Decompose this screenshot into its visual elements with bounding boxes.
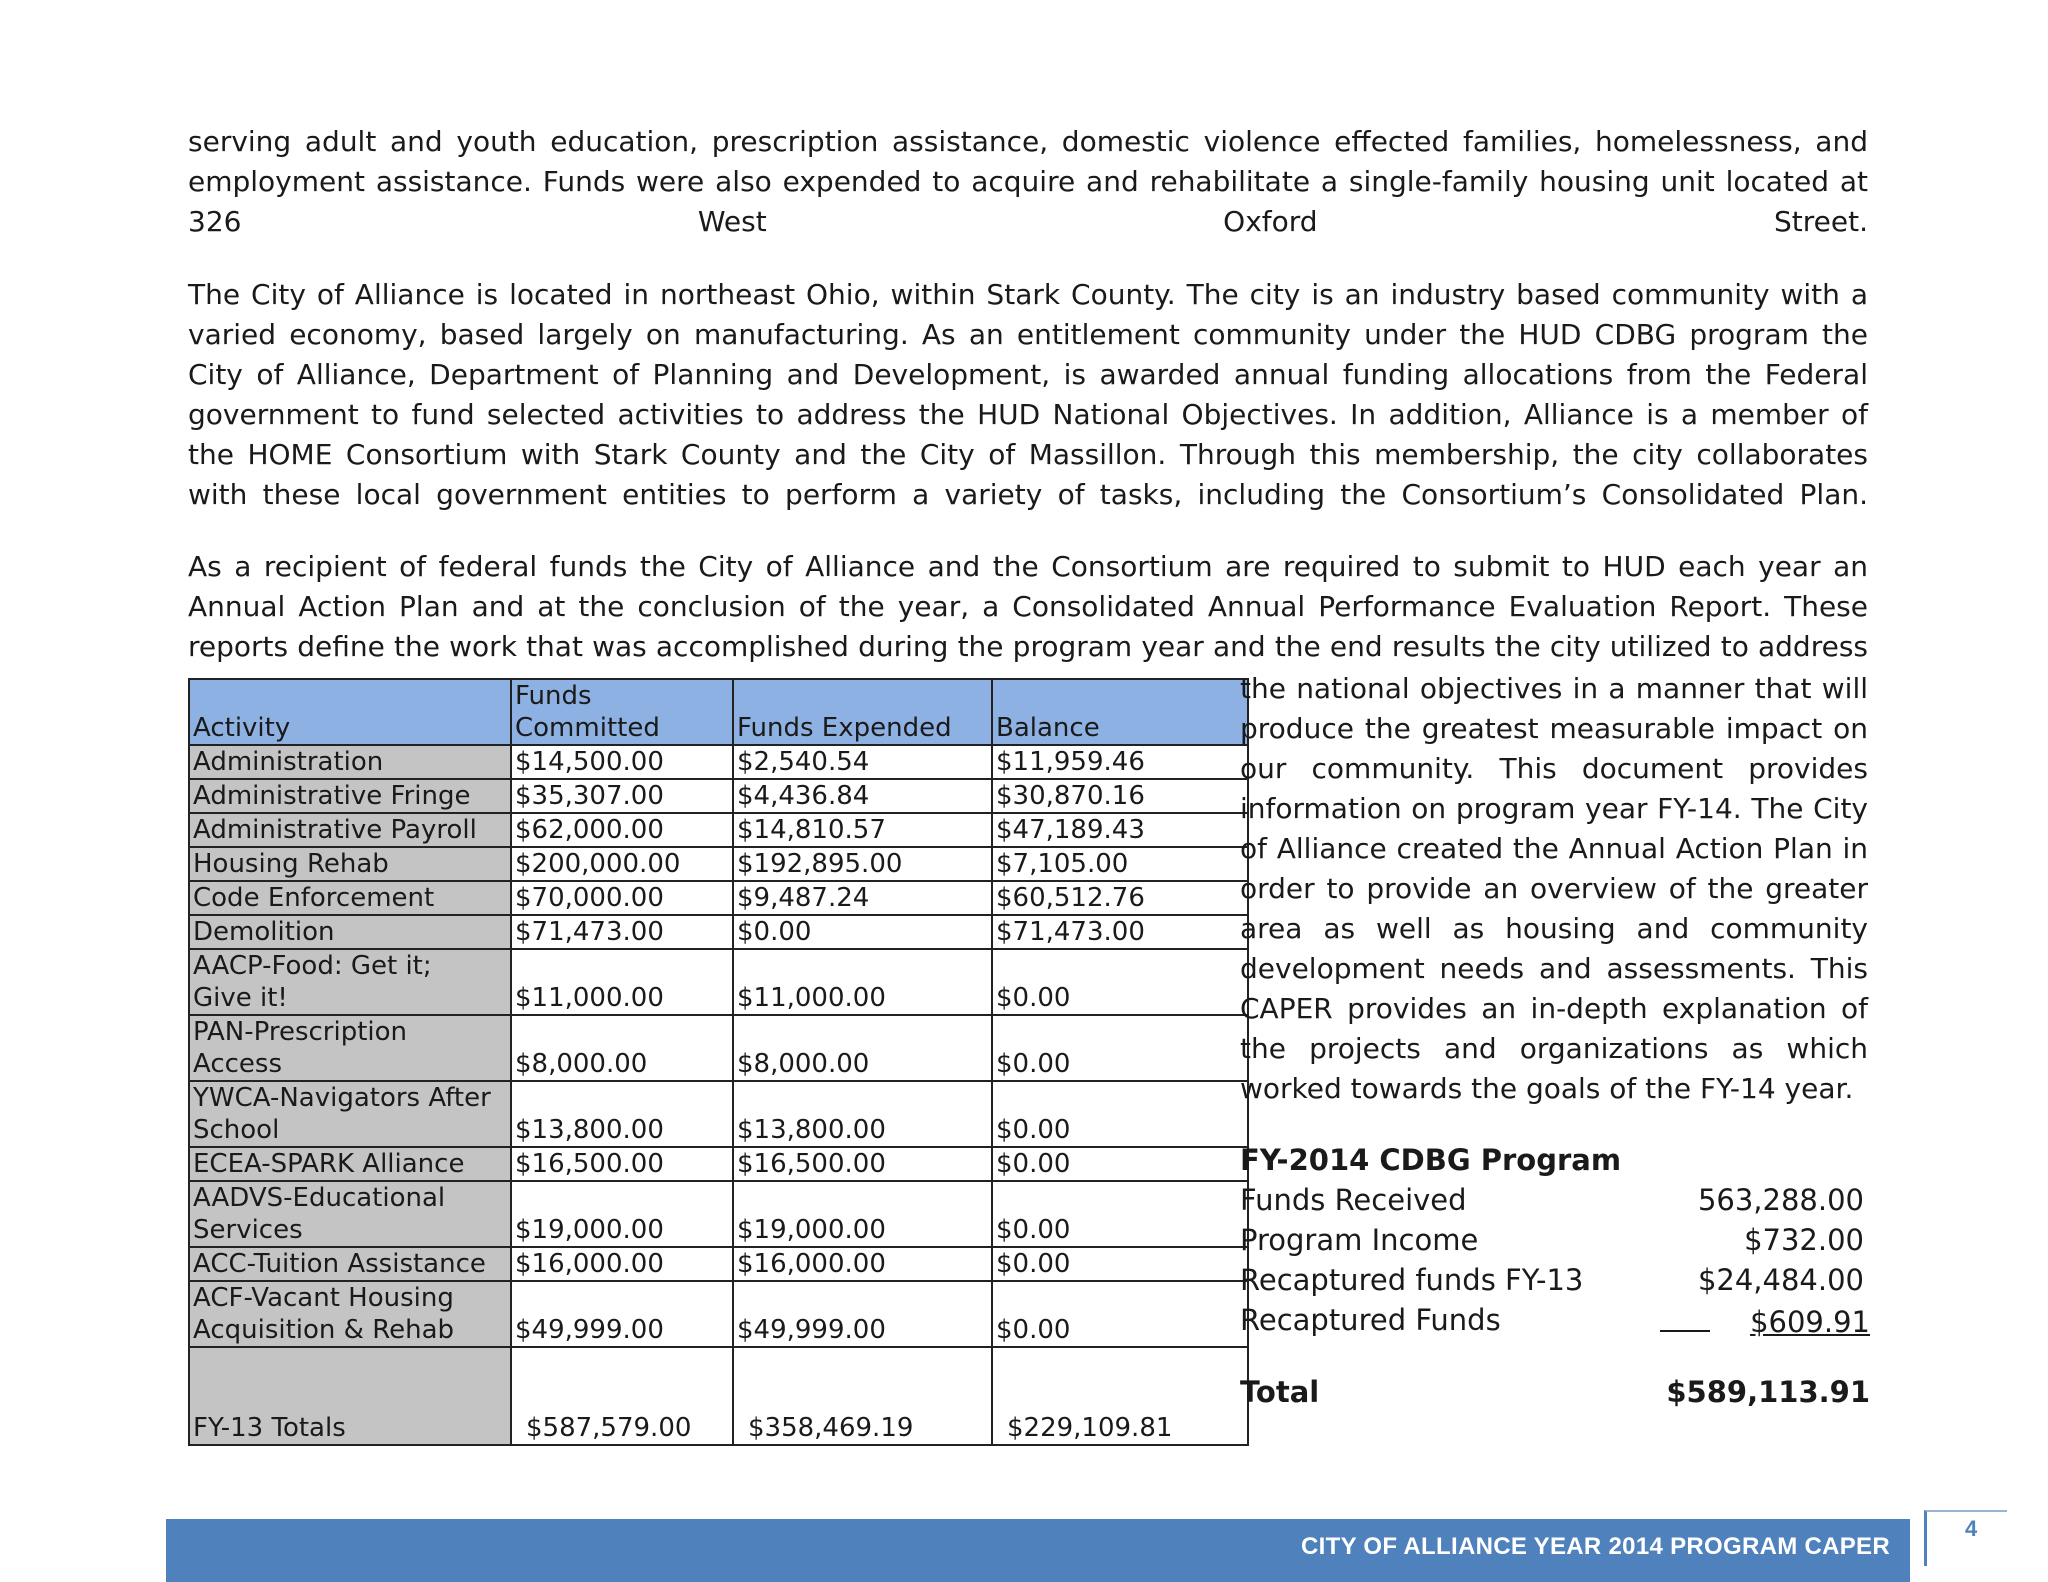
activity-cell [189,915,511,949]
activity-line: ECEA-SPARK Alliance [193,1149,465,1179]
activity-line: Access [193,1049,283,1079]
table-row [189,1147,1248,1181]
text-line: with these local government entities to perform a variety of tasks, including the Consortium’s Consolidated Plan. [188,478,1868,511]
summary-amount: $732.00 [1744,1223,1864,1257]
expended-cell: $8,000.00 [733,1015,992,1081]
text-line: The City of Alliance is located in northeast Ohio, within Stark County. The city is an industry based community with a [188,278,1868,311]
header-line: Balance [996,713,1100,743]
activity-cell [189,1015,511,1081]
activity-line: Code Enforcement [193,883,435,913]
header-line: Funds Expended [737,713,952,743]
summary-row [1240,1300,1880,1340]
text-line: government to fund selected activities to address the HUD National Objectives. In addition, Alliance is a member of [188,398,1868,431]
summary-label: Funds Received [1240,1183,1467,1217]
summary-total-amount: $589,113.91 [1666,1375,1870,1409]
table-header-row [189,679,1248,745]
committed-cell: $13,800.00 [511,1081,733,1147]
expended-cell: $16,500.00 [733,1147,992,1181]
paragraph-1 [188,122,1868,242]
column-header-balance [992,679,1248,745]
text-line: area as well as housing and community [1240,912,1868,945]
text-line: order to provide an overview of the greater [1240,872,1868,905]
committed-cell: $49,999.00 [511,1281,733,1347]
column-header-activity [189,679,511,745]
committed-cell: $35,307.00 [511,779,733,813]
balance-cell: $7,105.00 [992,847,1248,881]
program-summary [1240,1140,1880,1412]
totals-label-cell: FY-13 Totals [189,1347,511,1445]
activity-cell [189,1247,511,1281]
expended-cell: $4,436.84 [733,779,992,813]
summary-label: Recaptured funds FY-13 [1240,1263,1584,1297]
text-line: serving adult and youth education, prescription assistance, domestic violence effected families, homelessness, and [188,125,1868,158]
summary-row [1240,1220,1880,1260]
balance-cell: $71,473.00 [992,915,1248,949]
totals-expended-cell: $358,469.19 [733,1347,992,1445]
expended-cell: $2,540.54 [733,745,992,779]
header-line: Funds [515,681,592,711]
activity-line: ACC-Tuition Assistance [193,1249,486,1279]
summary-total-label: Total [1240,1375,1320,1409]
activity-line: Administrative Fringe [193,781,471,811]
activity-cell [189,949,511,1015]
committed-cell: $71,473.00 [511,915,733,949]
committed-cell: $16,500.00 [511,1147,733,1181]
table-row [189,847,1248,881]
activity-line: School [193,1115,280,1145]
table-row [189,881,1248,915]
table-row [189,1181,1248,1247]
activity-cell [189,847,511,881]
committed-cell: $14,500.00 [511,745,733,779]
committed-cell: $8,000.00 [511,1015,733,1081]
activity-cell [189,813,511,847]
summary-row [1240,1180,1880,1220]
totals-row [189,1347,1248,1445]
activity-line: YWCA-Navigators After [193,1083,491,1113]
text-line: reports define the work that was accomplished during the program year and the end results the city utilized to address [188,630,1868,663]
expended-cell: $11,000.00 [733,949,992,1015]
committed-cell: $70,000.00 [511,881,733,915]
committed-cell: $11,000.00 [511,949,733,1015]
table-row [189,813,1248,847]
text-line: City of Alliance, Department of Planning and Development, is awarded annual funding allocations from the Federal [188,358,1868,391]
activity-line: Give it! [193,983,288,1013]
activity-line: Demolition [193,917,335,947]
text-line: development needs and assessments. This [1240,952,1868,985]
table-body [189,745,1248,1445]
expended-cell: $19,000.00 [733,1181,992,1247]
activity-line: ACF-Vacant Housing [193,1283,454,1313]
balance-cell: $30,870.16 [992,779,1248,813]
expended-cell: $14,810.57 [733,813,992,847]
activity-line: Administration [193,747,384,777]
table-row [189,779,1248,813]
totals-balance-cell: $229,109.81 [992,1347,1248,1445]
text-line: varied economy, based largely on manufacturing. As an entitlement community under the HUD CDBG program the [188,318,1868,351]
text-line: Annual Action Plan and at the conclusion of the year, a Consolidated Annual Performance Evaluation Report. These [188,590,1868,623]
budget-table [188,678,1249,1446]
balance-cell: $0.00 [992,1247,1248,1281]
header-line [193,680,507,712]
expended-cell: $0.00 [733,915,992,949]
balance-cell: $11,959.46 [992,745,1248,779]
header-line [996,680,1244,712]
text-line: As a recipient of federal funds the City of Alliance and the Consortium are required to submit to HUD each year an [188,550,1868,583]
activity-cell [189,1281,511,1347]
footer-bar [166,1519,1910,1582]
table-row [189,1081,1248,1147]
table-row [189,1281,1248,1347]
balance-cell: $0.00 [992,949,1248,1015]
page-number: 4 [1965,1516,1978,1541]
expended-cell: $16,000.00 [733,1247,992,1281]
text-line: employment assistance. Funds were also expended to acquire and rehabilitate a single-family housing unit located at [188,165,1868,198]
summary-label: Program Income [1240,1223,1479,1257]
text-line: our community. This document provides [1240,752,1868,785]
activity-line: PAN-Prescription [193,1017,408,1047]
summary-amount: $609.91 [1750,1305,1870,1339]
text-line: the national objectives in a manner that will [1240,672,1868,705]
activity-cell [189,779,511,813]
activity-line: Housing Rehab [193,849,389,879]
committed-cell: $62,000.00 [511,813,733,847]
activity-line: Acquisition & Rehab [193,1315,455,1345]
activity-cell [189,745,511,779]
text-line: the projects and organizations as which [1240,1032,1868,1065]
expended-cell: $9,487.24 [733,881,992,915]
committed-cell: $16,000.00 [511,1247,733,1281]
header-line: Committed [515,713,660,743]
balance-cell: $60,512.76 [992,881,1248,915]
expended-cell: $49,999.00 [733,1281,992,1347]
summary-heading: FY-2014 CDBG Program [1240,1143,1622,1177]
activity-line: Services [193,1215,303,1245]
activity-cell [189,1147,511,1181]
activity-line: AADVS-Educational [193,1183,446,1213]
text-line: CAPER provides an in-depth explanation of [1240,992,1868,1025]
summary-total-row [1240,1372,1880,1412]
balance-cell: $0.00 [992,1281,1248,1347]
balance-cell: $0.00 [992,1015,1248,1081]
table-row [189,745,1248,779]
text-line: worked towards the goals of the FY-14 year. [1240,1072,1854,1105]
text-line: of Alliance created the Annual Action Plan in [1240,832,1868,865]
summary-amount: 563,288.00 [1697,1183,1864,1217]
text-line: the HOME Consortium with Stark County and the City of Massillon. Through this membership, the city collaborates [188,438,1868,471]
text-line: information on program year FY-14. The City [1240,792,1868,825]
text-line: produce the greatest measurable impact on [1240,712,1868,745]
committed-cell: $19,000.00 [511,1181,733,1247]
balance-cell: $0.00 [992,1081,1248,1147]
table-row [189,1015,1248,1081]
column-header-expended [733,679,992,745]
header-line: Activity [193,713,291,743]
underline-blank [1660,1300,1710,1332]
header-line [737,680,988,712]
side-paragraph [1240,669,1868,1109]
totals-committed-cell: $587,579.00 [511,1347,733,1445]
expended-cell: $13,800.00 [733,1081,992,1147]
activity-line: AACP-Food: Get it; [193,951,432,981]
balance-cell: $0.00 [992,1147,1248,1181]
paragraph-2 [188,275,1868,515]
activity-line: Administrative Payroll [193,815,477,845]
activity-cell [189,1081,511,1147]
activity-cell [189,1181,511,1247]
paragraph-3 [188,547,1868,667]
summary-row [1240,1260,1880,1300]
expended-cell: $192,895.00 [733,847,992,881]
summary-label: Recaptured Funds [1240,1303,1501,1337]
committed-cell: $200,000.00 [511,847,733,881]
column-header-committed [511,679,733,745]
table-row [189,949,1248,1015]
summary-amount: $24,484.00 [1697,1263,1864,1297]
text-line: 326 West Oxford Street. [188,205,1868,238]
table-row [189,915,1248,949]
balance-cell: $0.00 [992,1181,1248,1247]
footer-title: CITY OF ALLIANCE YEAR 2014 PROGRAM CAPER [1301,1533,1890,1560]
table-row [189,1247,1248,1281]
balance-cell: $47,189.43 [992,813,1248,847]
summary-amount-wrapper [1660,1300,1880,1340]
activity-cell [189,881,511,915]
page-number-box [1924,1510,2007,1566]
